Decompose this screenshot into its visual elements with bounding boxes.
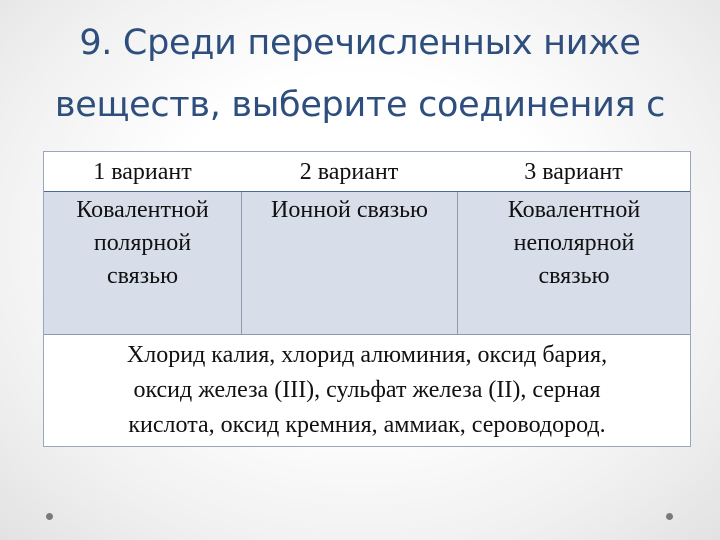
- cell-variant-3-line-1: Ковалентной: [507, 197, 641, 223]
- cell-variant-3-line-3: связью: [538, 263, 610, 289]
- cell-variant-2: [241, 192, 457, 334]
- title-line-1: 9. Среди перечисленных ниже: [79, 23, 641, 63]
- header-variant-1: 1 вариант: [44, 152, 241, 192]
- cell-variant-3-line-2: неполярной: [513, 230, 635, 256]
- cell-variant-1-line-3: связью: [106, 263, 179, 289]
- header-variant-2: 2 вариант: [241, 152, 457, 192]
- cell-variant-2-line-1: Ионной связью: [271, 197, 428, 223]
- title-line-2: веществ, выберите соединения с: [54, 85, 666, 125]
- cell-variant-3: [457, 192, 690, 334]
- slide-title: [40, 12, 680, 136]
- substances-line-3: кислота, оксид кремния, аммиак, сероводород.: [128, 412, 606, 438]
- cell-variant-1-line-2: полярной: [93, 230, 192, 256]
- cell-variant-1-line-1: Ковалентной: [76, 197, 209, 223]
- substances-line-2: оксид железа (III), сульфат железа (II), серная: [133, 377, 601, 403]
- cell-variant-1: [44, 192, 241, 334]
- variants-table: [43, 151, 691, 447]
- substances-line-1: Хлорид калия, хлорид алюминия, оксид бария,: [126, 342, 608, 368]
- header-variant-3: 3 вариант: [457, 152, 690, 192]
- decorative-dot-right: [666, 513, 673, 520]
- decorative-dot-left: [46, 513, 53, 520]
- substances-list: [44, 334, 690, 446]
